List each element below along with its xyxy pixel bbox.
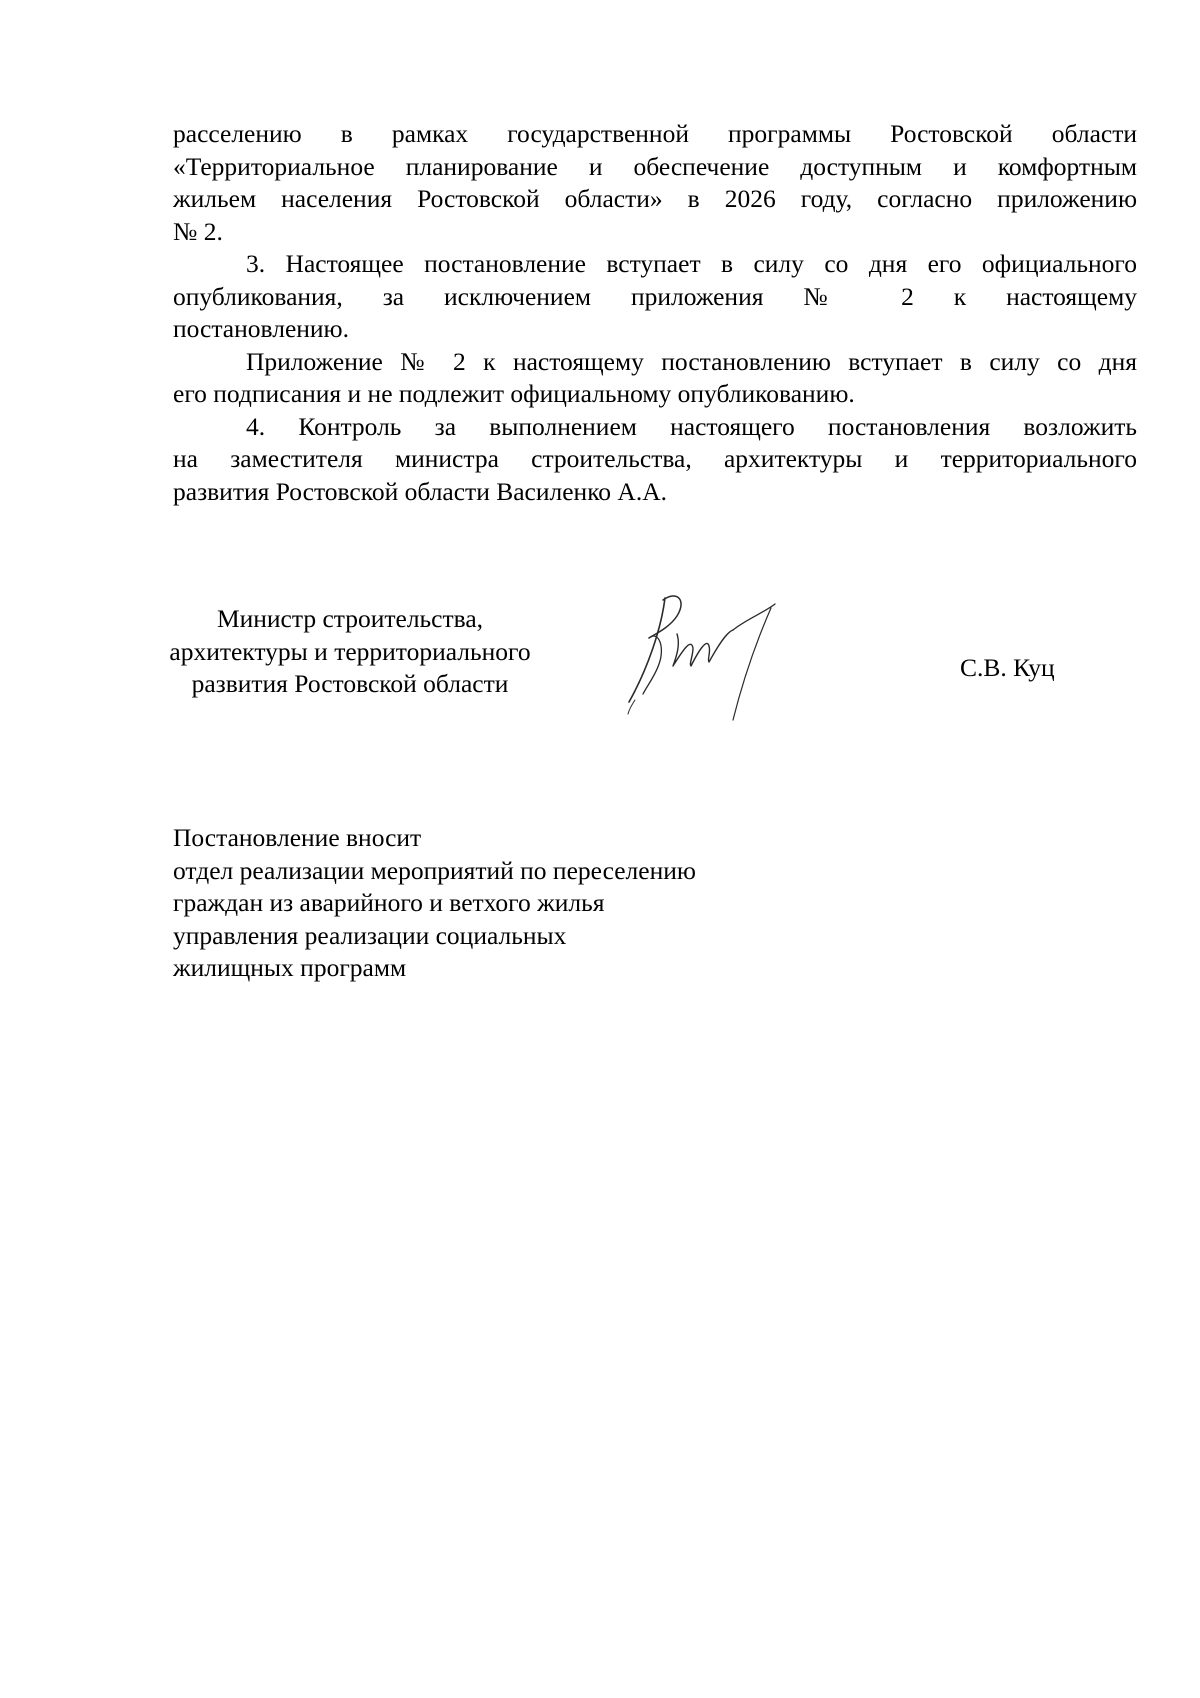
submitted-by-note — [173, 822, 696, 985]
text-line: № 2. — [173, 216, 223, 246]
position-line: Министр строительства, — [216, 604, 484, 633]
text-line: его подписания и не подлежит официальному опубликованию. — [173, 379, 855, 408]
text-line: расселению в рамках государственной программы Ростовской области — [173, 119, 1137, 148]
position-line: развития Ростовской области — [191, 669, 509, 698]
note-line: жилищных программ — [173, 953, 407, 982]
text-line: Приложение № 2 к настоящему постановлению вступает в силу со дня — [246, 346, 1137, 376]
paragraph-continuation — [173, 118, 1137, 248]
document-body — [173, 118, 1137, 508]
paragraph-item-4 — [173, 411, 1137, 509]
text-line: жильем населения Ростовской области» в 2026 году, согласно приложению — [173, 184, 1137, 213]
text-line: развития Ростовской области Василенко А.А. — [173, 476, 668, 506]
signatory-position — [140, 603, 560, 701]
text-line: постановлению. — [173, 314, 349, 343]
position-line: архитектуры и территориального — [169, 636, 531, 666]
text-line: 4. Контроль за выполнением настоящего постановления возложить — [246, 411, 1137, 441]
text-line: «Территориальное планирование и обеспечение доступным и комфортным — [173, 151, 1137, 181]
text-line: 3. Настоящее постановление вступает в силу со дня его официального — [246, 249, 1137, 278]
handwritten-signature-icon — [625, 590, 800, 730]
text-line: на заместителя министра строительства, архитектуры и территориального — [173, 444, 1137, 473]
paragraph-item-3 — [173, 248, 1137, 346]
note-line: отдел реализации мероприятий по переселению — [173, 855, 696, 885]
paragraph-appendix-note — [173, 346, 1137, 411]
note-line: граждан из аварийного и ветхого жилья — [173, 888, 605, 917]
note-line: управления реализации социальных — [173, 920, 567, 950]
text-line: опубликования, за исключением приложения № 2 к настоящему — [173, 281, 1137, 311]
signer-name: С.В. Куц — [960, 653, 1055, 682]
note-line: Постановление вносит — [173, 823, 422, 852]
